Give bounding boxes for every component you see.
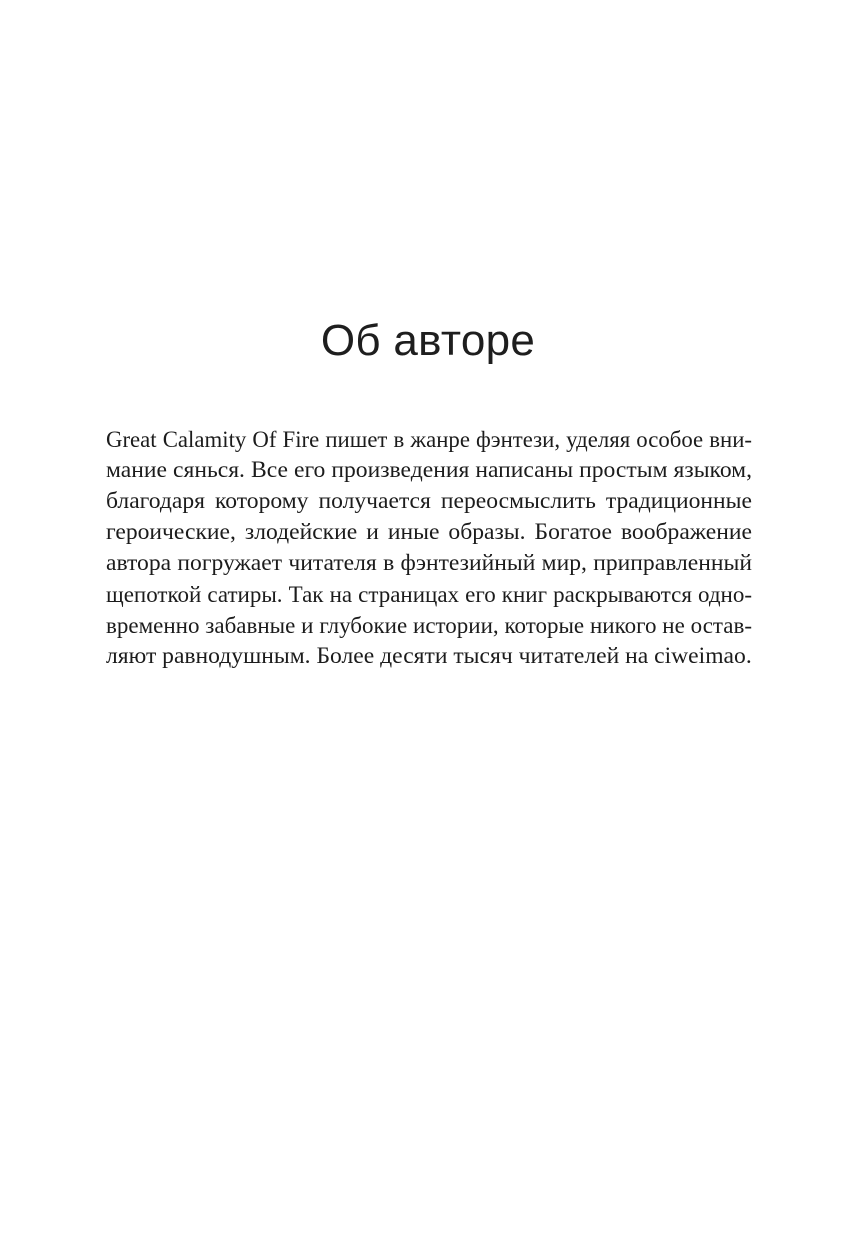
paragraph-line: мание сянься. Все его произведения написаны простым языком,: [106, 457, 752, 483]
paragraph-line: временно забавные и глубокие истории, которые никого не остав-: [106, 613, 752, 638]
paragraph-line: автора погружает читателя в фэнтезийный мир, приправленный: [106, 550, 752, 576]
page-title: Об авторе: [320, 316, 536, 366]
author-bio-paragraph: [106, 424, 752, 672]
paragraph-line: ляют равнодушным. Более десяти тысяч читателей на ciweimao.: [106, 643, 752, 669]
paragraph-line: героические, злодейские и иные образы. Богатое воображение: [106, 519, 752, 545]
paragraph-line: Great Calamity Of Fire пишет в жанре фэнтези, уделяя особое вни-: [106, 427, 752, 452]
paragraph-line: щепоткой сатиры. Так на страницах его книг раскрываются одно-: [106, 582, 752, 607]
paragraph-line: благодаря которому получается переосмыслить традиционные: [106, 488, 752, 514]
